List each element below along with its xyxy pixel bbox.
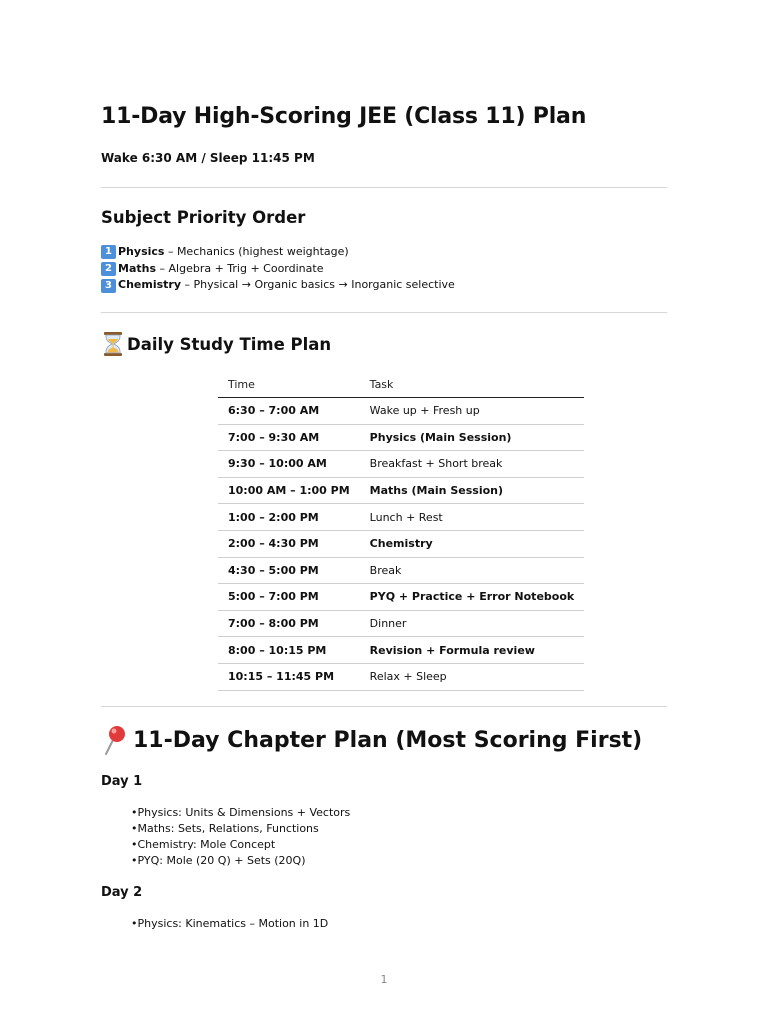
- list-item: • Chemistry: Mole Concept: [131, 837, 350, 853]
- table-row: [218, 557, 584, 584]
- task-cell: Maths (Main Session): [360, 477, 585, 504]
- priority-detail: – Physical → Organic basics → Inorganic selective: [181, 278, 455, 292]
- time-cell: 10:00 AM – 1:00 PM: [218, 477, 360, 504]
- list-item: • Maths: Sets, Relations, Functions: [131, 821, 350, 837]
- task-cell: PYQ + Practice + Error Notebook: [360, 584, 585, 611]
- list-item: • Physics: Kinematics – Motion in 1D: [131, 916, 328, 932]
- table-row: [218, 398, 584, 425]
- schedule-heading: [101, 331, 331, 357]
- table-row: [218, 637, 584, 664]
- day-2-heading: Day 2: [101, 885, 143, 900]
- priority-heading: [101, 208, 305, 227]
- hourglass-icon: [101, 331, 125, 357]
- task-cell: Revision + Formula review: [360, 637, 585, 664]
- number-2-icon: 2: [101, 262, 116, 276]
- list-item: • PYQ: Mole (20 Q) + Sets (20Q): [131, 853, 350, 869]
- table-row: [218, 530, 584, 557]
- task-cell: Break: [360, 557, 585, 584]
- table-row: [218, 584, 584, 611]
- time-cell: 2:00 – 4:30 PM: [218, 530, 360, 557]
- table-row: [218, 663, 584, 690]
- wake-sleep-subtitle: Wake 6:30 AM / Sleep 11:45 PM: [101, 151, 315, 165]
- table-row: [218, 504, 584, 531]
- time-cell: 5:00 – 7:00 PM: [218, 584, 360, 611]
- task-cell: Chemistry: [360, 530, 585, 557]
- task-cell: Wake up + Fresh up: [360, 398, 585, 425]
- time-cell: 9:30 – 10:00 AM: [218, 451, 360, 478]
- table-row: [218, 451, 584, 478]
- task-cell: Breakfast + Short break: [360, 451, 585, 478]
- task-cell: Physics (Main Session): [360, 424, 585, 451]
- time-cell: 4:30 – 5:00 PM: [218, 557, 360, 584]
- time-cell: 7:00 – 8:00 PM: [218, 610, 360, 637]
- priority-list: [101, 244, 455, 294]
- document-title: 11-Day High-Scoring JEE (Class 11) Plan: [101, 104, 587, 129]
- priority-detail: – Mechanics (highest weightage): [164, 245, 349, 258]
- number-1-icon: 1: [101, 245, 116, 259]
- column-header-time: Time: [218, 371, 360, 398]
- priority-subject: Chemistry: [118, 278, 181, 292]
- priority-heading-text: Subject Priority Order: [101, 208, 306, 227]
- schedule-heading-text: Daily Study Time Plan: [127, 334, 332, 354]
- priority-detail: – Algebra + Trig + Coordinate: [156, 261, 324, 275]
- time-cell: 10:15 – 11:45 PM: [218, 663, 360, 690]
- time-cell: 1:00 – 2:00 PM: [218, 504, 360, 531]
- time-cell: 8:00 – 10:15 PM: [218, 637, 360, 664]
- page-number: 1: [380, 973, 388, 986]
- divider: [101, 706, 667, 707]
- pin-icon: [101, 724, 131, 756]
- daily-schedule-table: [218, 371, 584, 691]
- task-cell: Relax + Sleep: [360, 663, 585, 690]
- table-row: [218, 477, 584, 504]
- number-3-icon: 3: [101, 279, 116, 293]
- day-2-list: [131, 916, 328, 932]
- divider: [101, 187, 667, 188]
- priority-item: [101, 244, 455, 261]
- table-row: [218, 424, 584, 451]
- table-header-row: [218, 371, 584, 398]
- priority-subject: Physics: [118, 245, 165, 258]
- chapter-plan-heading-text: 11-Day Chapter Plan (Most Scoring First): [133, 727, 643, 753]
- divider: [101, 312, 667, 313]
- table-row: [218, 610, 584, 637]
- priority-item: [101, 261, 455, 278]
- time-cell: 7:00 – 9:30 AM: [218, 424, 360, 451]
- chapter-plan-heading: [101, 724, 642, 756]
- priority-item: [101, 277, 455, 294]
- day-1-heading: Day 1: [101, 774, 143, 789]
- column-header-task: Task: [360, 371, 585, 398]
- priority-subject: Maths: [118, 261, 157, 275]
- task-cell: Dinner: [360, 610, 585, 637]
- day-1-list: [131, 805, 350, 869]
- list-item: • Physics: Units & Dimensions + Vectors: [131, 805, 350, 821]
- time-cell: 6:30 – 7:00 AM: [218, 398, 360, 425]
- task-cell: Lunch + Rest: [360, 504, 585, 531]
